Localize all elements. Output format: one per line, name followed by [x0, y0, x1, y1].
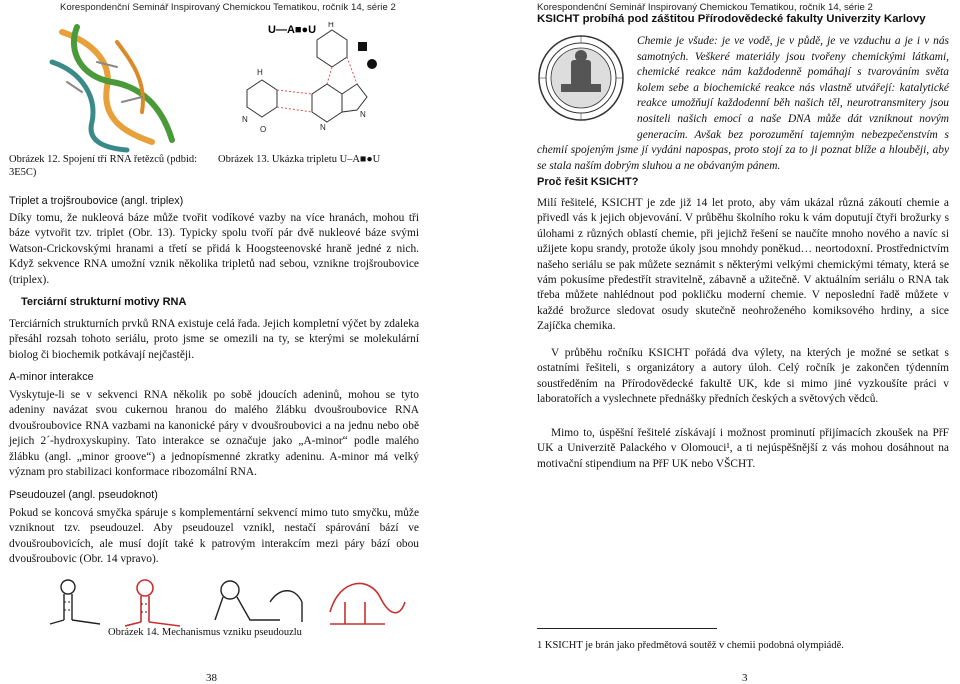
- tertiary-heading: Terciární strukturní motivy RNA: [21, 296, 187, 308]
- svg-text:N: N: [242, 115, 248, 124]
- svg-text:N: N: [360, 110, 366, 119]
- why-heading: Proč řešit KSICHT?: [537, 176, 639, 188]
- base-triplet-figure: [232, 22, 400, 156]
- intro-paragraph: Chemie je všude: je ve vodě, je v půdě, je ve vzduchu a je i v nás samotných. Veškeré materiály jsou tvořeny chemickými látkami, chemické reakce nám každodenně pomáhají s tvarováním světa kolem sebe a biochemické reakce nás vlastně utvářejí: katalytické reakce umožňují každodenní běh našich těl, neurotransmitery jsou nositeli našich emocí a naše DNA může dát vzniknout novým generacím. Avšak bez porozumění tajemným nebezpečenstvím s chemií spojeným jsme jí vydáni napospas, proto stojí za to ji poznat blíže a hlouběji, aby se stala naším dobrým sluhou a ne obávaným pánem.: [537, 35, 949, 172]
- left-page: [0, 0, 480, 683]
- svg-text:H: H: [257, 68, 263, 77]
- figure12-caption: Obrázek 12. Spojení tří RNA řetězců (pdbid: 3E5C): [9, 154, 198, 178]
- page-number-left: 38: [206, 672, 217, 684]
- triplet-paragraph: Díky tomu, že nukleová báze může tvořit vodíkové vazby na více hranách, mohou tři báze vytvořit tzv. triplet (Obr. 13). Typicky spolu tvoří pár dvě nukleové báze svými Watson-Crickovskými hranami a třetí se přidá k Hoogsteenovské hraně jedné z nich. Když sekvence RNA umožní vznik několika tripletů nad sebou, vznikne trojšroubovice (triplex).: [9, 212, 419, 286]
- rna-three-strands-figure: [22, 22, 222, 154]
- why-paragraph-2: V průběhu ročníku KSICHT pořádá dva výlety, na kterých je možné se setkat s ostatními řešiteli, s organizátory a autory úloh. Celý ročník je zakončen týdenním soustředěním na Přírodovědecké fakultě UK, kde si mimo jiné vyzkoušíte práci v laboratořích a vyslechnete přednášky předních českých a světových vědců.: [537, 347, 949, 406]
- aminor-paragraph: Vyskytuje-li se v sekvenci RNA několik po sobě jdoucích adeninů, mohou se tyto adeniny navázat svou cukernou hranou do malého žlábku dvoušroubovice RNA dvoušroubovice RNA vazbami na kanonické páry v dvoušroubovici a na jednu nebo obě jejich 2´-hydroxyskupiny. Tato interakce se označuje jako „A-minor“ podle malého žlábku (angl. „minor groove“) a jednopísmenné zkratky adeninu. A-minor má velký význam pro stabilizaci konformace ribozomální RNA.: [9, 389, 419, 479]
- footnote: 1 KSICHT je brán jako předmětová soutěž v chemii podobná olympiádě.: [537, 640, 844, 651]
- right-page: [480, 0, 960, 683]
- sponsor-subheader: KSICHT probíhá pod záštitou Přírodovědecké fakulty Univerzity Karlovy: [537, 13, 926, 25]
- running-header: Korespondenční Seminář Inspirovaný Chemickou Tematikou, ročník 14, série 2: [60, 2, 396, 13]
- pseudoknot-heading: Pseudouzel (angl. pseudoknot): [9, 489, 158, 501]
- why-paragraph-3: Mimo to, úspěšní řešitelé získávají i možnost prominutí přijímacích zkoušek na PřF UK a Univerzitě Palackého v Olomouci¹, a ti nejúspěšnější z vás mohou dosáhnout na motivační stipendium na PřF UK nebo VŠCHT.: [537, 427, 949, 470]
- running-header-right: Korespondenční Seminář Inspirovaný Chemickou Tematikou, ročník 14, série 2: [537, 2, 873, 13]
- aminor-heading: A-minor interakce: [9, 371, 94, 383]
- tertiary-paragraph: Terciárních strukturních prvků RNA existuje celá řada. Jejich kompletní výčet by zdaleka přesáhl rozsah tohoto seriálu, proto jsme se omezili na ty, se kterými se molekulární biolog či biochemik potkávají nejčastěji.: [9, 318, 419, 361]
- pseudoknot-mechanism-figure: [40, 572, 410, 632]
- svg-text:H: H: [328, 22, 334, 29]
- why-paragraph-1: Milí řešitelé, KSICHT je zde již 14 let proto, aby vám ukázal různá zákoutí chemie a přivedl vás k jejich objevování. V průběhu školního roku k vám doputují čtyři brožurky s úlohami z různých oblastí chemie, při jejichž řešení se naučíte mnoho nového a navíc si užijete kopu srandy, protože úkoly jsou mnohdy poněkud… neortodoxní. Prostřednictvím našeho seriálu se pak můžete seznámit s některými velkými chemickými tématy, která se vám pokusíme předestřít stravitelně, zábavně a užitečně. V aktuálním seriálu o RNA tak třeba můžete nahlédnout pod pokličku moderní chemie. V neposlední řadě můžete v každé brožurce sledovat osudy skutečně neohroženého komiksového hrdiny, a sice Zajíčka chemika.: [537, 197, 949, 333]
- figure13-caption: Obrázek 13. Ukázka tripletu U–A■●U: [218, 154, 381, 165]
- pseudoknot-paragraph: Pokud se koncová smyčka spáruje s komplementární sekvencí mimo tuto smyčku, může vzniknout tzv. pseudouzel. Aby pseudouzel vznikl, nestačí spárování bází ve dvoušroubovicích, ale musí dojít také k patrovým interakcím mezi páry bází obou dvoušroubovic (Obr. 14 vpravo).: [9, 507, 419, 566]
- figure14-caption: Obrázek 14. Mechanismus vzniku pseudouzlu: [108, 627, 302, 638]
- svg-text:O: O: [260, 125, 267, 134]
- footnote-rule: [537, 628, 717, 629]
- svg-text:N: N: [320, 123, 326, 132]
- page-number-right: 3: [742, 672, 748, 684]
- triplet-heading: Triplet a trojšroubovice (angl. triplex): [9, 195, 184, 207]
- triplet-label: U—A■●U: [268, 24, 317, 36]
